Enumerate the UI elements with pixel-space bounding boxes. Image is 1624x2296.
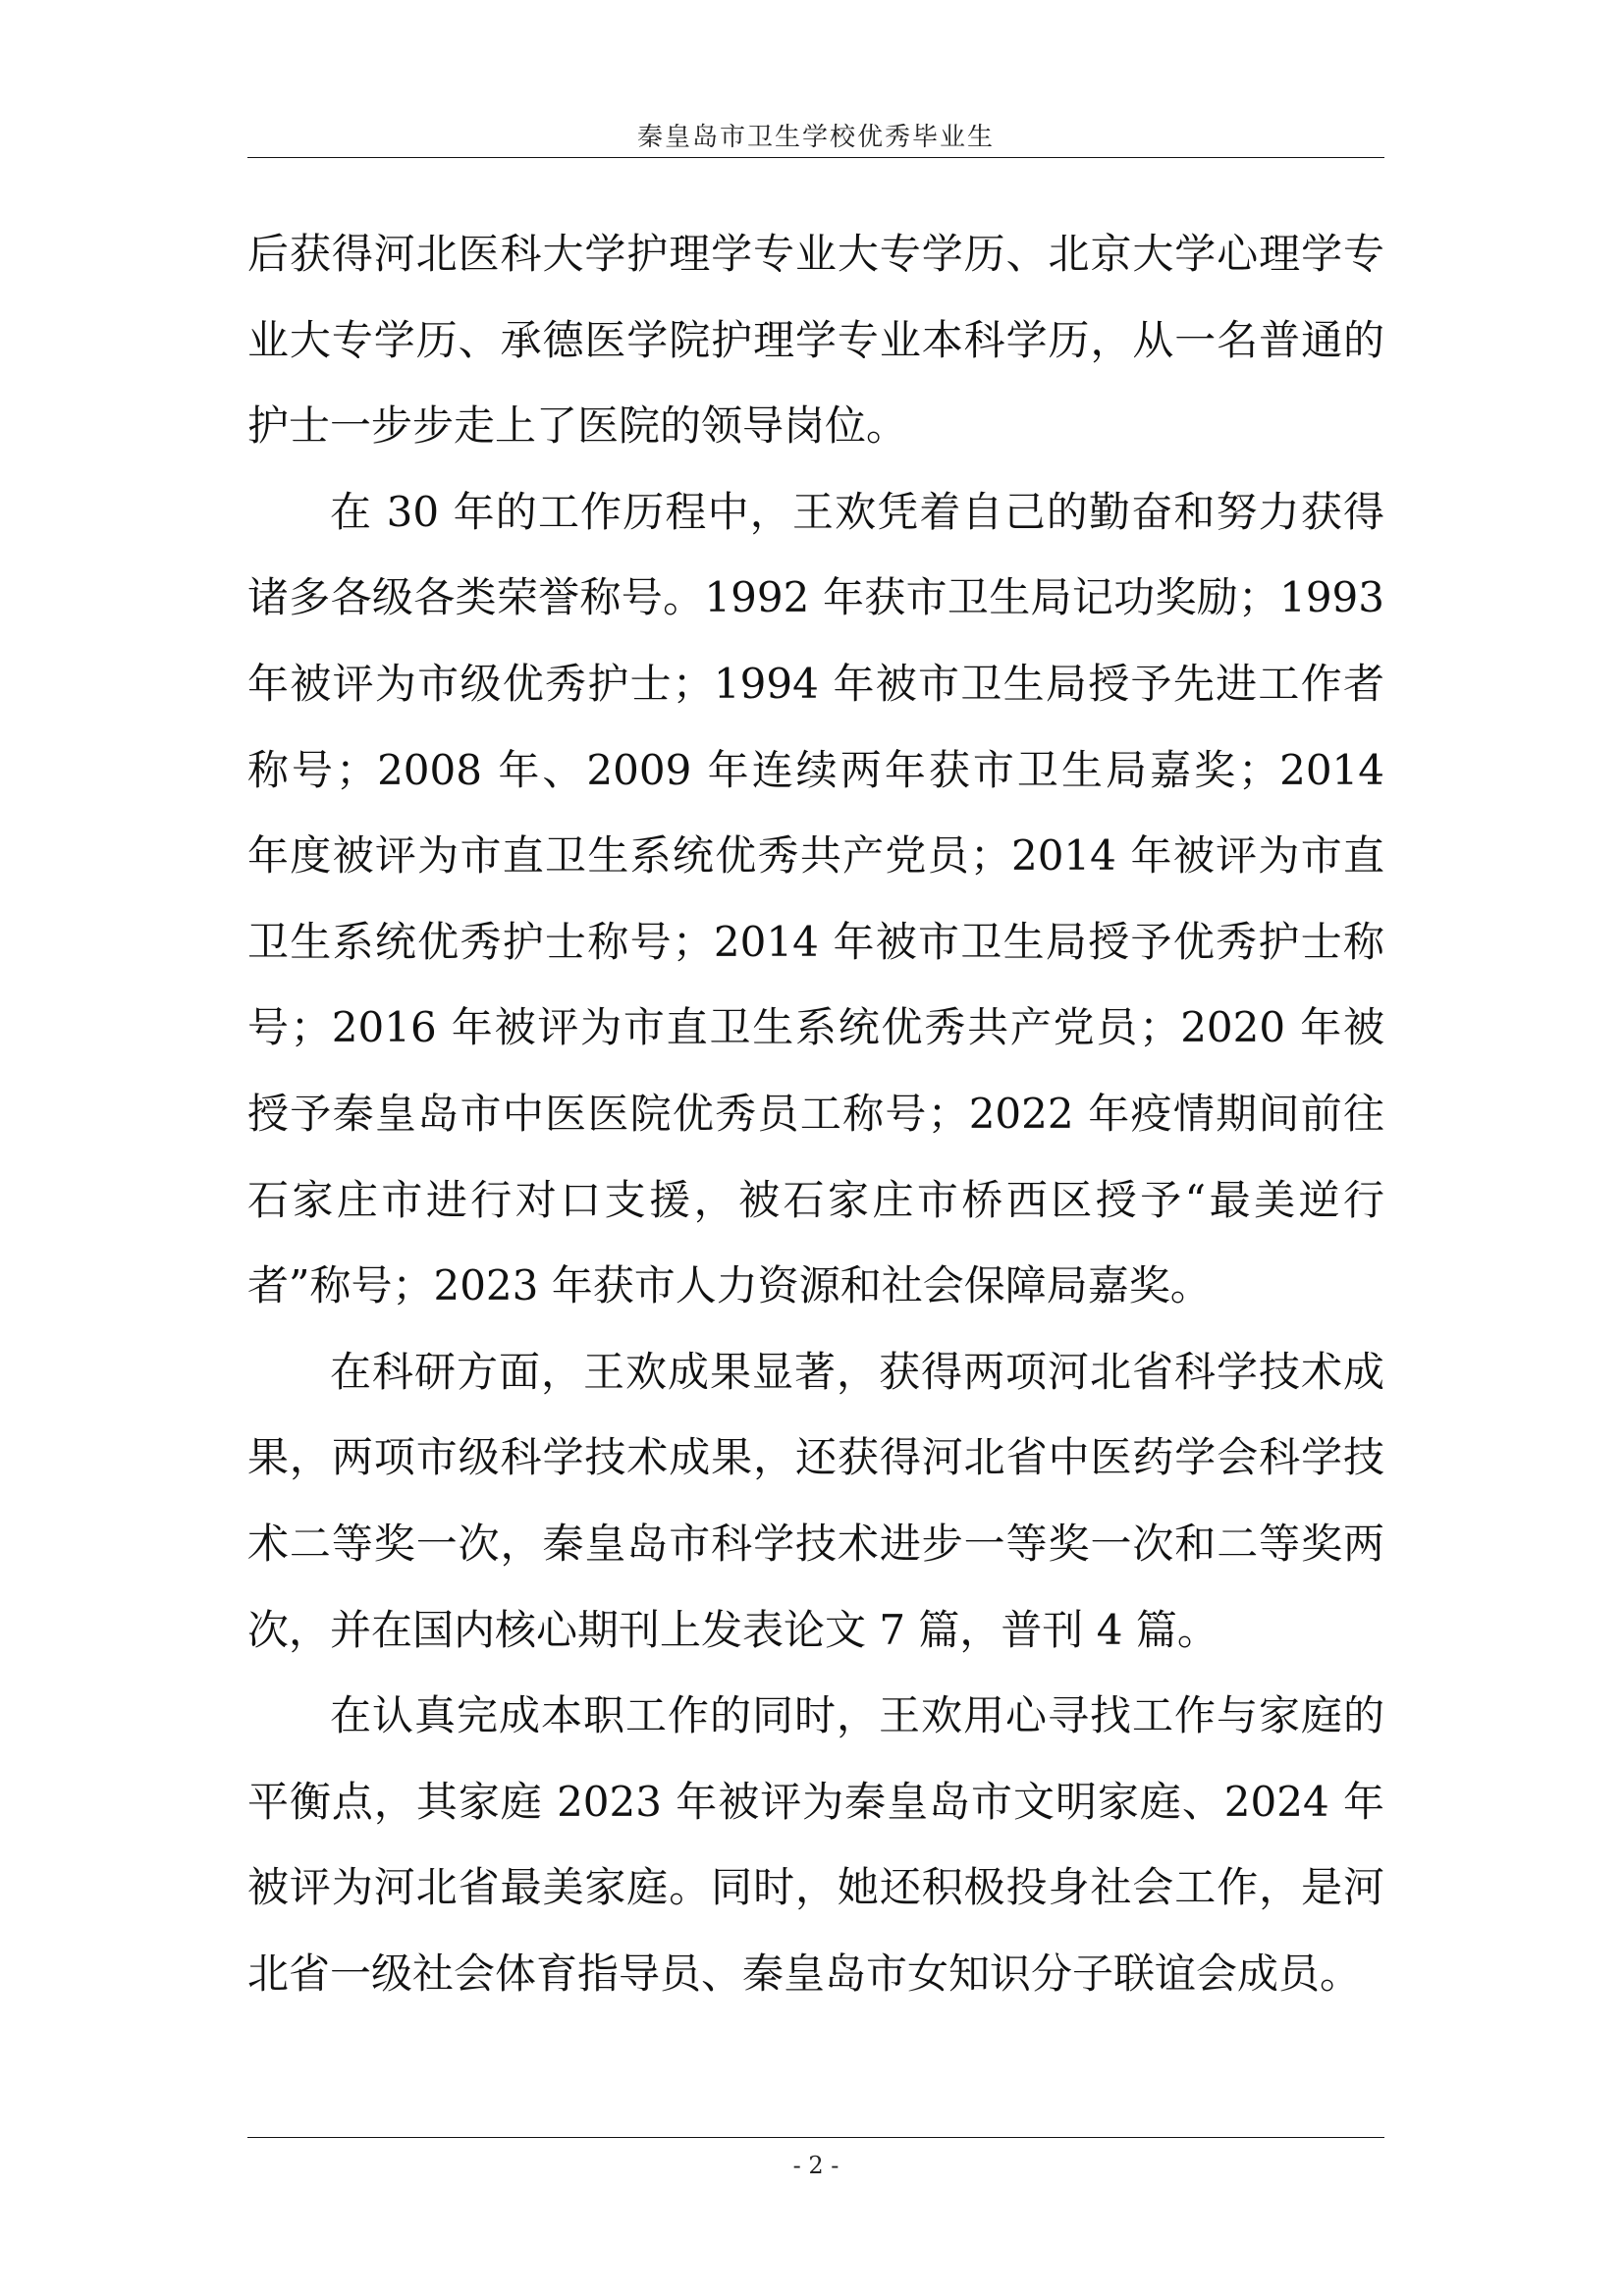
running-header-title: 秦皇岛市卫生学校优秀毕业生 — [636, 123, 995, 152]
header-rule — [247, 157, 1384, 158]
page-number: - 2 - — [792, 2152, 839, 2179]
paragraph-research: 在科研方面，王欢成果显著，获得两项河北省科学技术成果，两项市级科学技术成果，还获得河北省中医药学会科学技术二等奖一次，秦皇岛市科学技术进步一等奖一次和二等奖两次，并在国内核心期刊上发表论文 7 篇，普刊 4 篇。 — [247, 1347, 1384, 1654]
paragraph-honors: 在 30 年的工作历程中，王欢凭着自己的勤奋和努力获得诸多各级各类荣誉称号。1992 年获市卫生局记功奖励；1993 年被评为市级优秀护士；1994 年被市卫生局授予先进工作者称号；2008 年、2009 年连续两年获市卫生局嘉奖；2014 年度被评为市直卫生系统优秀共产党员；2014 年被评为市直卫生系统优秀护士称号；2014 年被市卫生局授予优秀护士称号；2016 年被评为市直卫生系统优秀共产党员；2020 年被授予秦皇岛市中医医院优秀员工称号；2022 年疫情期间前往石家庄市进行对口支援，被石家庄市桥西区授予“最美逆行者”称号；2023 年获市人力资源和社会保障局嘉奖。 — [247, 487, 1384, 1310]
footer-rule — [247, 2137, 1384, 2138]
paragraph-continuation: 后获得河北医科大学护理学专业大专学历、北京大学心理学专业大专学历、承德医学院护理学专业本科学历，从一名普通的护士一步步走上了医院的领导岗位。 — [247, 230, 1384, 451]
paragraph-family: 在认真完成本职工作的同时，王欢用心寻找工作与家庭的平衡点，其家庭 2023 年被评为秦皇岛市文明家庭、2024 年被评为河北省最美家庭。同时，她还积极投身社会工作，是河北省一级社会体育指导员、秦皇岛市女知识分子联谊会成员。 — [247, 1691, 1384, 1998]
body-text — [247, 211, 1384, 2016]
